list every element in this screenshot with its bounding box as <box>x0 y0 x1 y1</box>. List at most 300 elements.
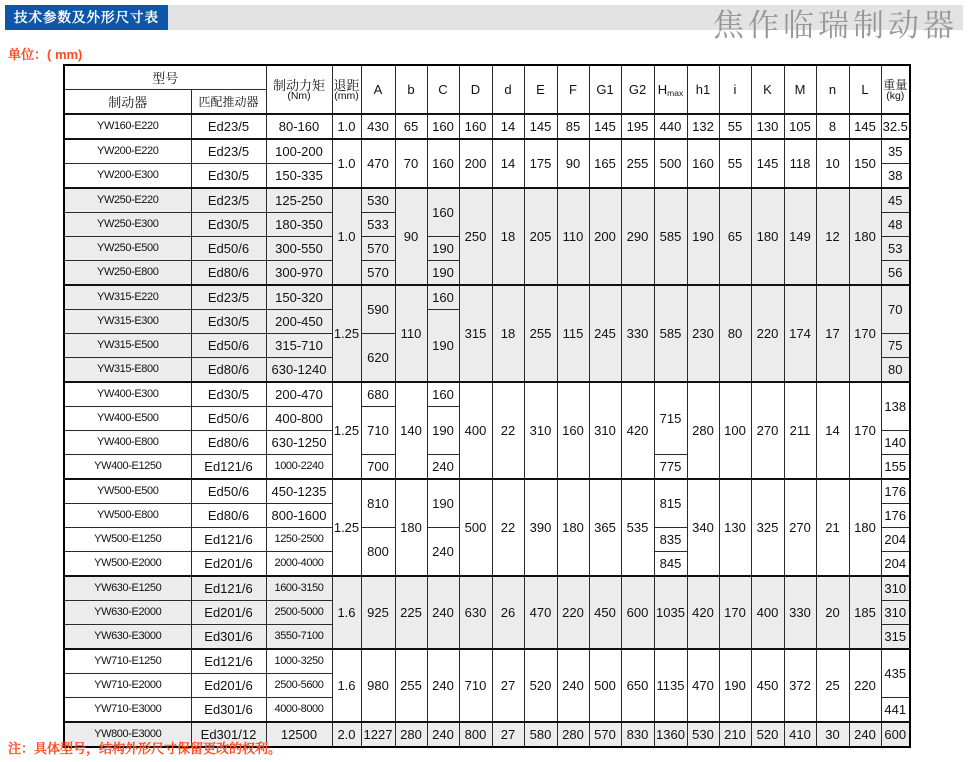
value-cell: 500 <box>459 479 492 576</box>
value-cell: 176 <box>881 504 910 528</box>
value-cell: 330 <box>621 285 654 382</box>
value-cell: 90 <box>557 139 589 188</box>
value-cell: 190 <box>427 261 459 286</box>
value-cell: 160 <box>427 114 459 139</box>
header-gap-line2: (mm) <box>334 90 359 102</box>
value-cell: 118 <box>784 139 816 188</box>
value-cell: 18 <box>492 188 524 285</box>
value-cell: 80-160 <box>266 114 332 139</box>
value-cell: 100-200 <box>266 139 332 164</box>
header-weight <box>881 65 910 114</box>
value-cell: 1227 <box>361 722 395 747</box>
footnote-text: 注：具体型号，结构外形尺寸保留更改的权利。 <box>8 741 282 756</box>
value-cell: Ed50/6 <box>191 407 266 431</box>
value-cell: 715 <box>654 382 687 455</box>
value-cell: 1600-3150 <box>266 576 332 601</box>
value-cell: 255 <box>395 649 427 722</box>
value-cell: 125-250 <box>266 188 332 213</box>
value-cell: 180-350 <box>266 213 332 237</box>
value-cell: 310 <box>881 576 910 601</box>
model-cell: YW400-E300 <box>64 382 191 407</box>
value-cell: 1360 <box>654 722 687 747</box>
value-cell: Ed121/6 <box>191 528 266 552</box>
value-cell: 500 <box>589 649 621 722</box>
spec-table <box>63 64 911 748</box>
header-weight-line2: (kg) <box>886 90 905 102</box>
value-cell: Ed121/6 <box>191 576 266 601</box>
header-torque-line1: 制动力矩 <box>272 78 325 93</box>
value-cell: 48 <box>881 213 910 237</box>
value-cell: 132 <box>687 114 719 139</box>
table-row <box>64 479 910 504</box>
value-cell: 155 <box>881 455 910 480</box>
value-cell: 470 <box>361 139 395 188</box>
value-cell: 570 <box>361 261 395 286</box>
value-cell: 180 <box>751 188 784 285</box>
header-dim-h1: h1 <box>687 65 719 114</box>
model-cell: YW200-E300 <box>64 164 191 189</box>
value-cell: 225 <box>395 576 427 649</box>
value-cell: 710 <box>361 407 395 455</box>
value-cell: Ed301/6 <box>191 625 266 650</box>
header-gap <box>332 65 361 114</box>
value-cell: 220 <box>557 576 589 649</box>
value-cell: 325 <box>751 479 784 576</box>
value-cell: 240 <box>427 528 459 577</box>
value-cell: 220 <box>751 285 784 382</box>
value-cell: 75 <box>881 334 910 358</box>
value-cell: 12500 <box>266 722 332 747</box>
value-cell: 105 <box>784 114 816 139</box>
value-cell: 27 <box>492 649 524 722</box>
model-cell: YW710-E2000 <box>64 674 191 698</box>
value-cell: 1000-2240 <box>266 455 332 480</box>
model-cell: YW250-E500 <box>64 237 191 261</box>
value-cell: 22 <box>492 479 524 576</box>
value-cell: 27 <box>492 722 524 747</box>
value-cell: Ed201/6 <box>191 601 266 625</box>
value-cell: 17 <box>816 285 849 382</box>
value-cell: 310 <box>881 601 910 625</box>
value-cell: Ed23/5 <box>191 114 266 139</box>
header-thruster: 匹配推动器 <box>191 90 266 115</box>
value-cell: 530 <box>361 188 395 213</box>
value-cell: 190 <box>687 188 719 285</box>
model-cell: YW500-E1250 <box>64 528 191 552</box>
value-cell: 170 <box>849 382 881 479</box>
value-cell: 240 <box>849 722 881 747</box>
value-cell: 100 <box>719 382 751 479</box>
value-cell: 835 <box>654 528 687 552</box>
value-cell: 400-800 <box>266 407 332 431</box>
value-cell: 18 <box>492 285 524 382</box>
value-cell: 204 <box>881 528 910 552</box>
value-cell: Ed201/6 <box>191 674 266 698</box>
model-cell: YW250-E220 <box>64 188 191 213</box>
value-cell: 30 <box>816 722 849 747</box>
header-dim-Hmax: $H_{max}$ <box>654 65 687 114</box>
value-cell: 1035 <box>654 576 687 649</box>
value-cell: 130 <box>751 114 784 139</box>
value-cell: 1.25 <box>332 382 361 479</box>
model-cell: YW710-E1250 <box>64 649 191 674</box>
model-cell: YW630-E2000 <box>64 601 191 625</box>
value-cell: 190 <box>427 237 459 261</box>
header-dim-L: L <box>849 65 881 114</box>
value-cell: 270 <box>751 382 784 479</box>
value-cell: 315-710 <box>266 334 332 358</box>
value-cell: 10 <box>816 139 849 188</box>
value-cell: 365 <box>589 479 621 576</box>
value-cell: 830 <box>621 722 654 747</box>
value-cell: 21 <box>816 479 849 576</box>
value-cell: 310 <box>524 382 557 479</box>
model-cell: YW800-E3000 <box>64 722 191 747</box>
value-cell: 85 <box>557 114 589 139</box>
value-cell: 53 <box>881 237 910 261</box>
table-row <box>64 114 910 139</box>
header-torque-line2: (Nm) <box>287 90 311 102</box>
value-cell: 600 <box>881 722 910 747</box>
value-cell: 1000-3250 <box>266 649 332 674</box>
value-cell: 585 <box>654 285 687 382</box>
header-brake: 制动器 <box>64 90 191 115</box>
value-cell: 1.6 <box>332 649 361 722</box>
value-cell: 38 <box>881 164 910 189</box>
value-cell: Ed80/6 <box>191 261 266 286</box>
value-cell: Ed50/6 <box>191 479 266 504</box>
value-cell: 280 <box>557 722 589 747</box>
header-dim-G2: G2 <box>621 65 654 114</box>
value-cell: 1.0 <box>332 114 361 139</box>
value-cell: 220 <box>849 649 881 722</box>
value-cell: 330 <box>784 576 816 649</box>
value-cell: 160 <box>557 382 589 479</box>
value-cell: 138 <box>881 382 910 431</box>
value-cell: 700 <box>361 455 395 480</box>
value-cell: 410 <box>784 722 816 747</box>
page-title: 技术参数及外形尺寸表 <box>5 5 168 30</box>
value-cell: 12 <box>816 188 849 285</box>
value-cell: 450 <box>589 576 621 649</box>
value-cell: 110 <box>557 188 589 285</box>
value-cell: 8 <box>816 114 849 139</box>
value-cell: Ed30/5 <box>191 213 266 237</box>
value-cell: 35 <box>881 139 910 164</box>
header-dim-G1: G1 <box>589 65 621 114</box>
value-cell: 630 <box>459 576 492 649</box>
header-dim-n: n <box>816 65 849 114</box>
value-cell: 400 <box>459 382 492 479</box>
value-cell: 255 <box>621 139 654 188</box>
model-cell: YW710-E3000 <box>64 698 191 723</box>
value-cell: 470 <box>524 576 557 649</box>
value-cell: 280 <box>687 382 719 479</box>
value-cell: 290 <box>621 188 654 285</box>
value-cell: 1.6 <box>332 576 361 649</box>
header-dim-A: A <box>361 65 395 114</box>
value-cell: 430 <box>361 114 395 139</box>
model-cell: YW250-E800 <box>64 261 191 286</box>
value-cell: 470 <box>687 649 719 722</box>
value-cell: 160 <box>427 188 459 237</box>
value-cell: 845 <box>654 552 687 577</box>
value-cell: 533 <box>361 213 395 237</box>
value-cell: Ed121/6 <box>191 455 266 480</box>
value-cell: 680 <box>361 382 395 407</box>
value-cell: 815 <box>654 479 687 528</box>
header-dim-F: F <box>557 65 589 114</box>
value-cell: 372 <box>784 649 816 722</box>
value-cell: 25 <box>816 649 849 722</box>
value-cell: 205 <box>524 188 557 285</box>
value-cell: 65 <box>395 114 427 139</box>
value-cell: Ed23/5 <box>191 188 266 213</box>
value-cell: 20 <box>816 576 849 649</box>
value-cell: 14 <box>492 139 524 188</box>
value-cell: Ed30/5 <box>191 164 266 189</box>
header-dim-b: b <box>395 65 427 114</box>
table-header <box>64 65 910 114</box>
value-cell: 450-1235 <box>266 479 332 504</box>
value-cell: 190 <box>427 479 459 528</box>
model-cell: YW500-E500 <box>64 479 191 504</box>
model-cell: YW250-E300 <box>64 213 191 237</box>
value-cell: 1.0 <box>332 139 361 188</box>
header-dim-E: E <box>524 65 557 114</box>
value-cell: 200 <box>589 188 621 285</box>
model-cell: YW400-E800 <box>64 431 191 455</box>
value-cell: 174 <box>784 285 816 382</box>
value-cell: 210 <box>719 722 751 747</box>
value-cell: 240 <box>427 649 459 722</box>
model-cell: YW630-E3000 <box>64 625 191 650</box>
value-cell: 160 <box>459 114 492 139</box>
value-cell: 180 <box>849 479 881 576</box>
value-cell: 570 <box>589 722 621 747</box>
value-cell: Ed80/6 <box>191 504 266 528</box>
table-row <box>64 188 910 213</box>
table-body <box>64 114 910 747</box>
value-cell: 590 <box>361 285 395 334</box>
value-cell: 630-1250 <box>266 431 332 455</box>
value-cell: Ed30/5 <box>191 310 266 334</box>
value-cell: 420 <box>687 576 719 649</box>
value-cell: 80 <box>881 358 910 383</box>
model-cell: YW315-E300 <box>64 310 191 334</box>
value-cell: 4000-8000 <box>266 698 332 723</box>
value-cell: 176 <box>881 479 910 504</box>
model-cell: YW315-E800 <box>64 358 191 383</box>
value-cell: 435 <box>881 649 910 698</box>
value-cell: 441 <box>881 698 910 723</box>
value-cell: 130 <box>719 479 751 576</box>
value-cell: 530 <box>687 722 719 747</box>
value-cell: 620 <box>361 334 395 383</box>
value-cell: 145 <box>589 114 621 139</box>
value-cell: Ed23/5 <box>191 139 266 164</box>
value-cell: 150-320 <box>266 285 332 310</box>
table-row <box>64 382 910 407</box>
value-cell: 1250-2500 <box>266 528 332 552</box>
value-cell: 1135 <box>654 649 687 722</box>
value-cell: 200 <box>459 139 492 188</box>
value-cell: 150 <box>849 139 881 188</box>
value-cell: 190 <box>719 649 751 722</box>
value-cell: 56 <box>881 261 910 286</box>
model-cell: YW200-E220 <box>64 139 191 164</box>
value-cell: 2.0 <box>332 722 361 747</box>
value-cell: Ed80/6 <box>191 431 266 455</box>
table-row <box>64 285 910 310</box>
value-cell: 150-335 <box>266 164 332 189</box>
value-cell: Ed201/6 <box>191 552 266 577</box>
value-cell: 800 <box>459 722 492 747</box>
header-model-group: 型号 <box>64 65 266 90</box>
value-cell: 204 <box>881 552 910 577</box>
value-cell: 180 <box>849 188 881 285</box>
value-cell: 160 <box>687 139 719 188</box>
model-cell: YW400-E500 <box>64 407 191 431</box>
header-dim-C: C <box>427 65 459 114</box>
value-cell: 165 <box>589 139 621 188</box>
value-cell: 195 <box>621 114 654 139</box>
value-cell: 14 <box>492 114 524 139</box>
value-cell: 2500-5600 <box>266 674 332 698</box>
value-cell: 55 <box>719 114 751 139</box>
header-weight-line1: 重量 <box>883 78 908 92</box>
value-cell: 180 <box>395 479 427 576</box>
model-cell: YW315-E500 <box>64 334 191 358</box>
value-cell: Ed23/5 <box>191 285 266 310</box>
value-cell: 1.0 <box>332 188 361 285</box>
value-cell: 440 <box>654 114 687 139</box>
value-cell: 710 <box>459 649 492 722</box>
value-cell: 190 <box>427 310 459 383</box>
value-cell: 14 <box>816 382 849 479</box>
value-cell: 775 <box>654 455 687 480</box>
value-cell: 310 <box>589 382 621 479</box>
header-dim-d: d <box>492 65 524 114</box>
value-cell: 240 <box>427 455 459 480</box>
value-cell: 230 <box>687 285 719 382</box>
value-cell: 400 <box>751 576 784 649</box>
value-cell: Ed50/6 <box>191 237 266 261</box>
value-cell: 315 <box>881 625 910 650</box>
value-cell: 600 <box>621 576 654 649</box>
value-cell: 3550-7100 <box>266 625 332 650</box>
value-cell: 175 <box>524 139 557 188</box>
value-cell: 520 <box>524 649 557 722</box>
value-cell: 450 <box>751 649 784 722</box>
value-cell: 580 <box>524 722 557 747</box>
value-cell: 115 <box>557 285 589 382</box>
value-cell: 270 <box>784 479 816 576</box>
value-cell: 45 <box>881 188 910 213</box>
value-cell: 70 <box>395 139 427 188</box>
value-cell: 810 <box>361 479 395 528</box>
value-cell: 520 <box>751 722 784 747</box>
value-cell: 22 <box>492 382 524 479</box>
value-cell: Ed80/6 <box>191 358 266 383</box>
value-cell: 140 <box>881 431 910 455</box>
value-cell: 800-1600 <box>266 504 332 528</box>
value-cell: 535 <box>621 479 654 576</box>
value-cell: 90 <box>395 188 427 285</box>
header-dim-i: i <box>719 65 751 114</box>
header-dim-K: K <box>751 65 784 114</box>
value-cell: 1.25 <box>332 479 361 576</box>
value-cell: 340 <box>687 479 719 576</box>
value-cell: 630-1240 <box>266 358 332 383</box>
value-cell: 585 <box>654 188 687 285</box>
value-cell: 650 <box>621 649 654 722</box>
value-cell: 800 <box>361 528 395 577</box>
header-gap-line1: 退距 <box>333 78 360 93</box>
model-cell: YW400-E1250 <box>64 455 191 480</box>
table-row <box>64 576 910 601</box>
value-cell: 240 <box>427 722 459 747</box>
value-cell: 200-450 <box>266 310 332 334</box>
unit-label: 单位：( mm) <box>8 47 83 62</box>
value-cell: 200-470 <box>266 382 332 407</box>
model-cell: YW500-E800 <box>64 504 191 528</box>
header-dim-M: M <box>784 65 816 114</box>
watermark-text: 焦作临瑞制动器 <box>713 8 958 44</box>
value-cell: 180 <box>557 479 589 576</box>
value-cell: 170 <box>849 285 881 382</box>
value-cell: 170 <box>719 576 751 649</box>
table-row <box>64 649 910 674</box>
value-cell: 1.25 <box>332 285 361 382</box>
value-cell: 145 <box>751 139 784 188</box>
value-cell: 70 <box>881 285 910 334</box>
value-cell: 980 <box>361 649 395 722</box>
value-cell: 925 <box>361 576 395 649</box>
value-cell: 55 <box>719 139 751 188</box>
value-cell: Ed301/12 <box>191 722 266 747</box>
value-cell: 250 <box>459 188 492 285</box>
value-cell: 570 <box>361 237 395 261</box>
value-cell: 140 <box>395 382 427 479</box>
value-cell: 65 <box>719 188 751 285</box>
value-cell: 315 <box>459 285 492 382</box>
value-cell: 280 <box>395 722 427 747</box>
table-row <box>64 139 910 164</box>
value-cell: 149 <box>784 188 816 285</box>
model-cell: YW160-E220 <box>64 114 191 139</box>
value-cell: Ed301/6 <box>191 698 266 723</box>
value-cell: Ed121/6 <box>191 649 266 674</box>
model-cell: YW630-E1250 <box>64 576 191 601</box>
value-cell: 300-970 <box>266 261 332 286</box>
header-torque <box>266 65 332 114</box>
value-cell: 2500-5000 <box>266 601 332 625</box>
value-cell: Ed30/5 <box>191 382 266 407</box>
value-cell: 160 <box>427 139 459 188</box>
header-dim-D: D <box>459 65 492 114</box>
model-cell: YW315-E220 <box>64 285 191 310</box>
value-cell: 420 <box>621 382 654 479</box>
value-cell: 145 <box>524 114 557 139</box>
value-cell: 32.5 <box>881 114 910 139</box>
value-cell: 211 <box>784 382 816 479</box>
value-cell: 240 <box>557 649 589 722</box>
value-cell: 160 <box>427 285 459 310</box>
value-cell: 245 <box>589 285 621 382</box>
model-cell: YW500-E2000 <box>64 552 191 577</box>
value-cell: 145 <box>849 114 881 139</box>
